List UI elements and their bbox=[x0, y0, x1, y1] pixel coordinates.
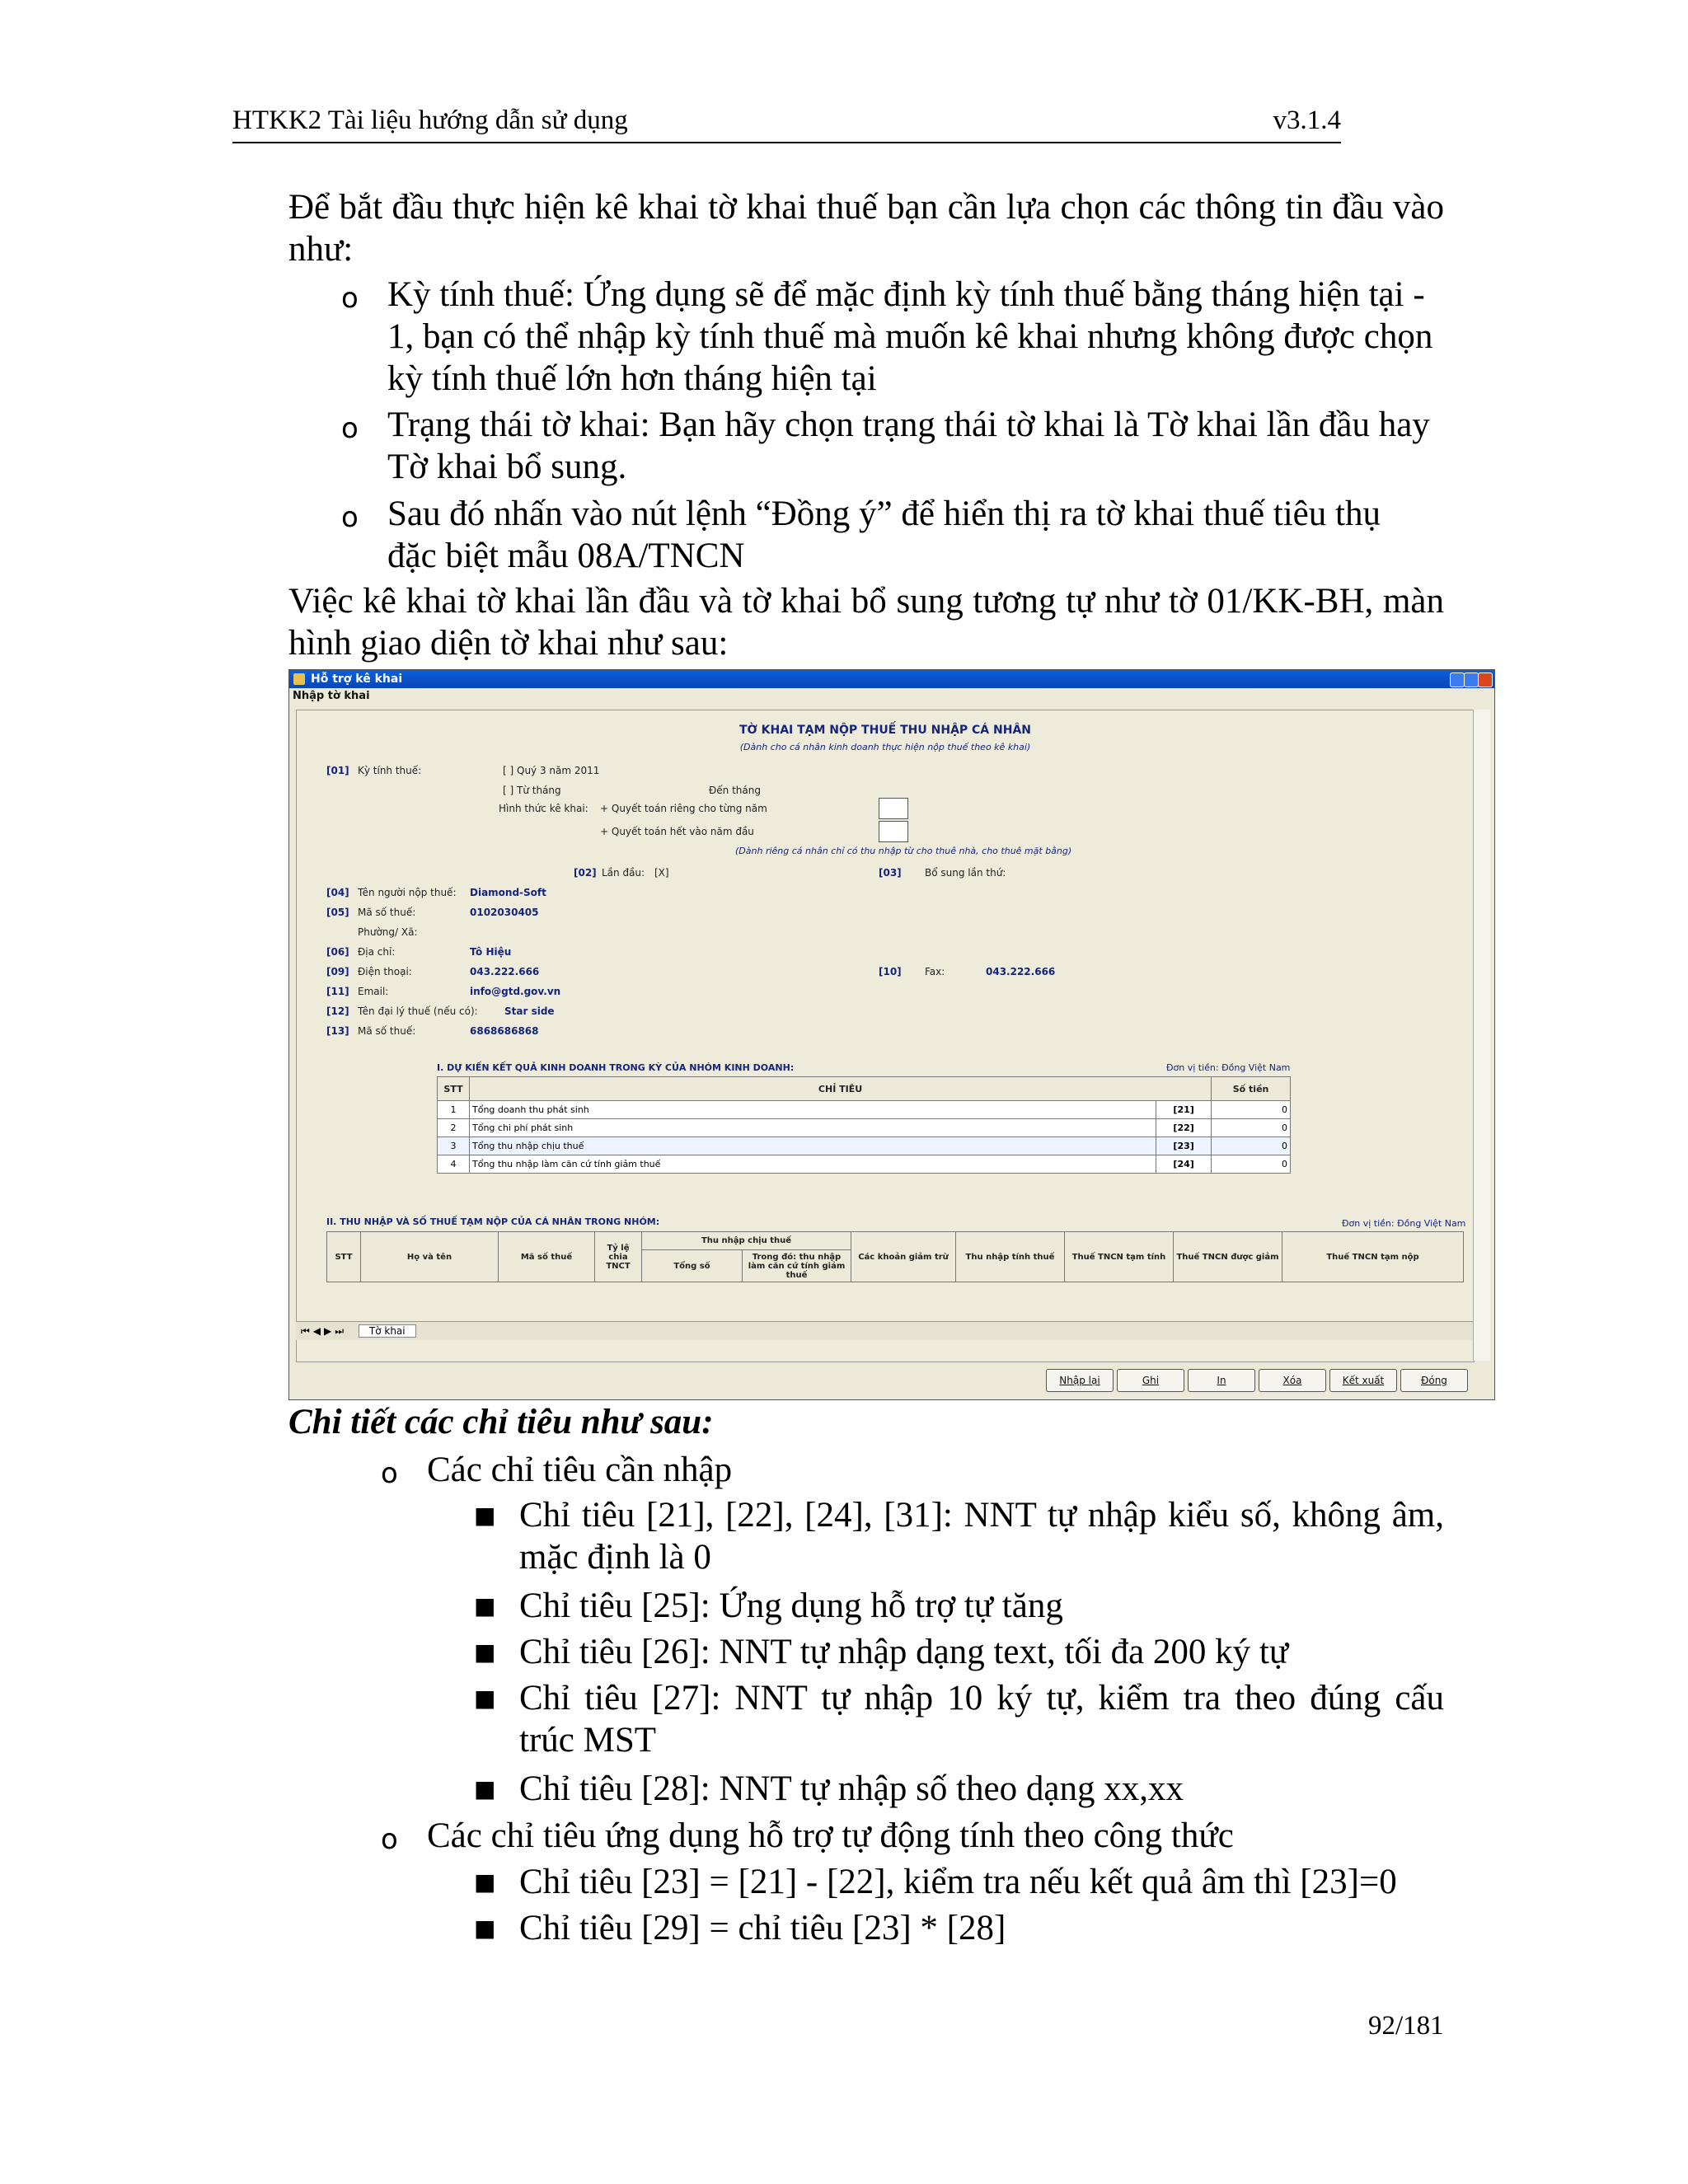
bullet-1-line-2: 1, bạn có thể nhập kỳ tính thuế mà muốn kê khai nhưng không được chọn bbox=[387, 317, 1433, 356]
col-ho-ten: Họ và tên bbox=[361, 1232, 499, 1282]
amount-cell[interactable]: 0 bbox=[1212, 1155, 1291, 1174]
g2-item-1: Chỉ tiêu [23] = [21] - [22], kiểm tra nếu kết quả âm thì [23]=0 bbox=[519, 1863, 1397, 1901]
field-label: Email: bbox=[358, 986, 389, 997]
lan-dau-checkbox[interactable]: [X] bbox=[654, 867, 669, 879]
code-10: [10] bbox=[879, 966, 902, 977]
field-label: Mã số thuế: bbox=[358, 907, 416, 918]
doc-version: v3.1.4 bbox=[1273, 105, 1341, 135]
code-09: [09] bbox=[326, 966, 349, 977]
tu-thang-option[interactable]: [ ] Từ tháng bbox=[503, 785, 561, 796]
xoa-button[interactable]: Xóa bbox=[1259, 1369, 1326, 1392]
window-titlebar bbox=[289, 670, 1494, 688]
field-value[interactable]: Diamond-Soft bbox=[470, 887, 546, 898]
code-04: [04] bbox=[326, 887, 349, 898]
qt1-label: + Quyết toán riêng cho từng năm bbox=[600, 803, 767, 814]
section-1-unit: Đơn vị tiền: Đồng Việt Nam bbox=[1166, 1062, 1291, 1073]
tab-nav-arrows-icon[interactable]: ⏮◀▶⏭ bbox=[301, 1325, 348, 1337]
bullet-3-line-1: Sau đó nhấn vào nút lệnh “Đồng ý” để hiển thị ra tờ khai thuế tiêu thụ bbox=[387, 494, 1381, 533]
bullet-3-line-2: đặc biệt mẫu 08A/TNCN bbox=[387, 537, 745, 575]
col-tn-chiu-thue: Thu nhập chịu thuế bbox=[642, 1232, 851, 1250]
table-1 bbox=[437, 1076, 1291, 1174]
fax-value[interactable]: 043.222.666 bbox=[986, 966, 1056, 977]
col-stt: STT bbox=[327, 1232, 361, 1282]
den-thang-label: Đến tháng bbox=[709, 785, 761, 796]
maximize-icon[interactable] bbox=[1464, 673, 1479, 687]
field-value[interactable]: 6868686868 bbox=[470, 1025, 539, 1037]
vertical-scrollbar[interactable] bbox=[1473, 710, 1490, 1361]
lan-dau-label: Lần đầu: bbox=[602, 867, 645, 879]
hinh-thuc-label: Hình thức kê khai: bbox=[499, 803, 588, 814]
field-value[interactable]: info@gtd.gov.vn bbox=[470, 986, 561, 997]
col-tam-nop: Thuế TNCN tạm nộp bbox=[1282, 1232, 1464, 1282]
bullet-square-icon: ■ bbox=[474, 1592, 496, 1619]
page-header bbox=[232, 105, 1341, 143]
amount-cell[interactable]: 0 bbox=[1212, 1119, 1291, 1137]
g1-item-4-line-1: Chỉ tiêu [27]: NNT tự nhập 10 ký tự, kiểm tra theo đúng cấu bbox=[519, 1679, 1444, 1718]
doc-title: HTKK2 Tài liệu hướng dẫn sử dụng bbox=[232, 105, 628, 135]
col-giam-tru: Các khoản giảm trừ bbox=[851, 1232, 956, 1282]
col-tn-tinh-thue: Thu nhập tính thuế bbox=[956, 1232, 1065, 1282]
window-title: Hỗ trợ kê khai bbox=[311, 673, 403, 686]
bullet-square-icon: ■ bbox=[474, 1685, 496, 1712]
bullet-2-line-2: Tờ khai bổ sung. bbox=[387, 448, 627, 486]
bullet-square-icon: ■ bbox=[474, 1868, 496, 1896]
bullet-1-line-3: kỳ tính thuế lớn hơn tháng hiện tại bbox=[387, 359, 877, 398]
bullet-square-icon: ■ bbox=[474, 1638, 496, 1666]
ky-tinh-thue-label: Kỳ tính thuế: bbox=[358, 765, 422, 776]
code-12: [12] bbox=[326, 1005, 349, 1017]
code-13: [13] bbox=[326, 1025, 349, 1037]
rental-note: (Dành riêng cá nhân chỉ có thu nhập từ cho thuê nhà, cho thuê mặt bằng) bbox=[735, 846, 1072, 856]
g2-item-2: Chỉ tiêu [29] = chỉ tiêu [23] * [28] bbox=[519, 1909, 1006, 1947]
field-value[interactable]: 043.222.666 bbox=[470, 966, 540, 977]
sheet-tab-bar bbox=[296, 1321, 1473, 1340]
col-stt: STT bbox=[438, 1077, 470, 1101]
amount-cell: 0 bbox=[1212, 1137, 1291, 1155]
bullet-circle-icon: o bbox=[341, 501, 359, 534]
table-row: 1 Tổng doanh thu phát sinh [21] 0 bbox=[438, 1101, 1291, 1119]
bullet-circle-icon: o bbox=[381, 1457, 398, 1490]
field-label: Mã số thuế: bbox=[358, 1025, 416, 1037]
field-value[interactable]: 0102030405 bbox=[470, 907, 539, 918]
minimize-icon[interactable] bbox=[1450, 673, 1465, 687]
close-icon[interactable] bbox=[1478, 673, 1493, 687]
tax-form bbox=[296, 710, 1475, 1362]
bullet-2-line-1: Trạng thái tờ khai: Bạn hãy chọn trạng thái tờ khai là Tờ khai lần đầu hay bbox=[387, 405, 1430, 444]
field-label: Phường/ Xã: bbox=[358, 926, 418, 938]
form-title: TỜ KHAI TẠM NỘP THUẾ THU NHẬP CÁ NHÂN bbox=[738, 724, 1032, 737]
detail-heading: Chi tiết các chỉ tiêu như sau: bbox=[288, 1403, 714, 1441]
bullet-circle-icon: o bbox=[341, 282, 359, 315]
intro-line-2: như: bbox=[288, 230, 354, 269]
table-2 bbox=[326, 1231, 1464, 1282]
app-window bbox=[288, 669, 1495, 1400]
col-tong-so: Tổng số bbox=[642, 1250, 743, 1282]
col-mst: Mã số thuế bbox=[499, 1232, 595, 1282]
code-01: [01] bbox=[326, 765, 349, 776]
dong-button[interactable]: Đóng bbox=[1400, 1369, 1468, 1392]
qt2-checkbox[interactable] bbox=[879, 821, 908, 842]
bullet-circle-icon: o bbox=[341, 412, 359, 445]
col-chi-tieu: CHỈ TIÊU bbox=[470, 1077, 1212, 1101]
after-line-1: Việc kê khai tờ khai lần đầu và tờ khai bổ sung tương tự như tờ 01/KK-BH, màn bbox=[288, 582, 1444, 621]
intro-line-1: Để bắt đầu thực hiện kê khai tờ khai thuế bạn cần lựa chọn các thông tin đầu vào bbox=[288, 188, 1444, 227]
page-number: 92/181 bbox=[1368, 2011, 1444, 2041]
col-duoc-giam: Thuế TNCN được giảm bbox=[1174, 1232, 1282, 1282]
bullet-1-line-1: Kỳ tính thuế: Ứng dụng sẽ để mặc định kỳ tính thuế bằng tháng hiện tại - bbox=[387, 275, 1425, 314]
bullet-circle-icon: o bbox=[381, 1823, 398, 1856]
app-icon bbox=[293, 673, 305, 685]
code-06: [06] bbox=[326, 946, 349, 958]
g1-item-3: Chỉ tiêu [26]: NNT tự nhập dạng text, tối đa 200 ký tự bbox=[519, 1633, 1289, 1671]
amount-cell[interactable]: 0 bbox=[1212, 1101, 1291, 1119]
col-so-tien: Số tiền bbox=[1212, 1077, 1291, 1101]
window-subtitle: Nhập tờ khai bbox=[289, 688, 1494, 705]
bullet-square-icon: ■ bbox=[474, 1775, 496, 1802]
bullet-square-icon: ■ bbox=[474, 1915, 496, 1942]
code-03: [03] bbox=[879, 867, 902, 879]
g1-item-1-line-2: mặc định là 0 bbox=[519, 1538, 711, 1577]
qt2-label: + Quyết toán hết vào năm đầu bbox=[600, 826, 754, 837]
field-label: Tên người nộp thuế: bbox=[358, 887, 457, 898]
nhap-lai-button[interactable]: Nhập lại bbox=[1046, 1369, 1114, 1392]
field-value[interactable]: Tô Hiệu bbox=[470, 946, 512, 958]
group-1-title: Các chỉ tiêu cần nhập bbox=[427, 1451, 733, 1489]
code-05: [05] bbox=[326, 907, 349, 918]
code-11: [11] bbox=[326, 986, 349, 997]
section-2-title: II. THU NHẬP VÀ SỐ THUẾ TẠM NỘP CỦA CÁ NHÂN TRONG NHÓM: bbox=[326, 1216, 660, 1227]
table-row: 4 Tổng thu nhập làm căn cứ tính giảm thuế [24] 0 bbox=[438, 1155, 1291, 1174]
after-line-2: hình giao diện tờ khai như sau: bbox=[288, 624, 729, 663]
fax-label: Fax: bbox=[925, 966, 945, 977]
field-value[interactable]: Star side bbox=[504, 1005, 555, 1017]
ket-xuat-button[interactable]: Kết xuất bbox=[1329, 1369, 1397, 1392]
col-ty-le: Tỷ lệ chia TNCT bbox=[595, 1232, 642, 1282]
ghi-button[interactable]: Ghi bbox=[1117, 1369, 1184, 1392]
table-row: 2 Tổng chi phí phát sinh [22] 0 bbox=[438, 1119, 1291, 1137]
g1-item-4-line-2: trúc MST bbox=[519, 1721, 657, 1760]
field-label: Điện thoại: bbox=[358, 966, 412, 977]
col-tam-tinh: Thuế TNCN tạm tính bbox=[1065, 1232, 1174, 1282]
qt1-checkbox[interactable] bbox=[879, 798, 908, 819]
g1-item-1-line-1: Chỉ tiêu [21], [22], [24], [31]: NNT tự nhập kiểu số, không âm, bbox=[519, 1496, 1444, 1535]
tab-to-khai[interactable]: Tờ khai bbox=[359, 1324, 416, 1338]
g1-item-2: Chỉ tiêu [25]: Ứng dụng hỗ trợ tự tăng bbox=[519, 1586, 1063, 1625]
group-2-title: Các chỉ tiêu ứng dụng hỗ trợ tự động tính theo công thức bbox=[427, 1816, 1234, 1855]
quy-option[interactable]: [ ] Quý 3 năm 2011 bbox=[503, 765, 600, 776]
field-label: Tên đại lý thuế (nếu có): bbox=[358, 1005, 478, 1017]
col-trong-do: Trong đó: thu nhập làm căn cứ tính giảm thuế bbox=[743, 1250, 851, 1282]
g1-item-5: Chỉ tiêu [28]: NNT tự nhập số theo dạng xx,xx bbox=[519, 1769, 1184, 1808]
field-label: Địa chỉ: bbox=[358, 946, 396, 958]
in-button[interactable]: In bbox=[1188, 1369, 1255, 1392]
table-row: 3 Tổng thu nhập chịu thuế [23] 0 bbox=[438, 1137, 1291, 1155]
form-subtitle: (Dành cho cá nhân kinh doanh thực hiện nộp thuế theo kê khai) bbox=[739, 742, 1031, 752]
section-2-unit: Đơn vị tiền: Đồng Việt Nam bbox=[1342, 1218, 1466, 1229]
code-02: [02] bbox=[574, 867, 597, 879]
section-1-title: I. DỰ KIẾN KẾT QUẢ KINH DOANH TRONG KỲ CỦA NHÓM KINH DOANH: bbox=[437, 1062, 795, 1073]
bullet-square-icon: ■ bbox=[474, 1502, 496, 1529]
bo-sung-label: Bổ sung lần thứ: bbox=[925, 867, 1006, 879]
